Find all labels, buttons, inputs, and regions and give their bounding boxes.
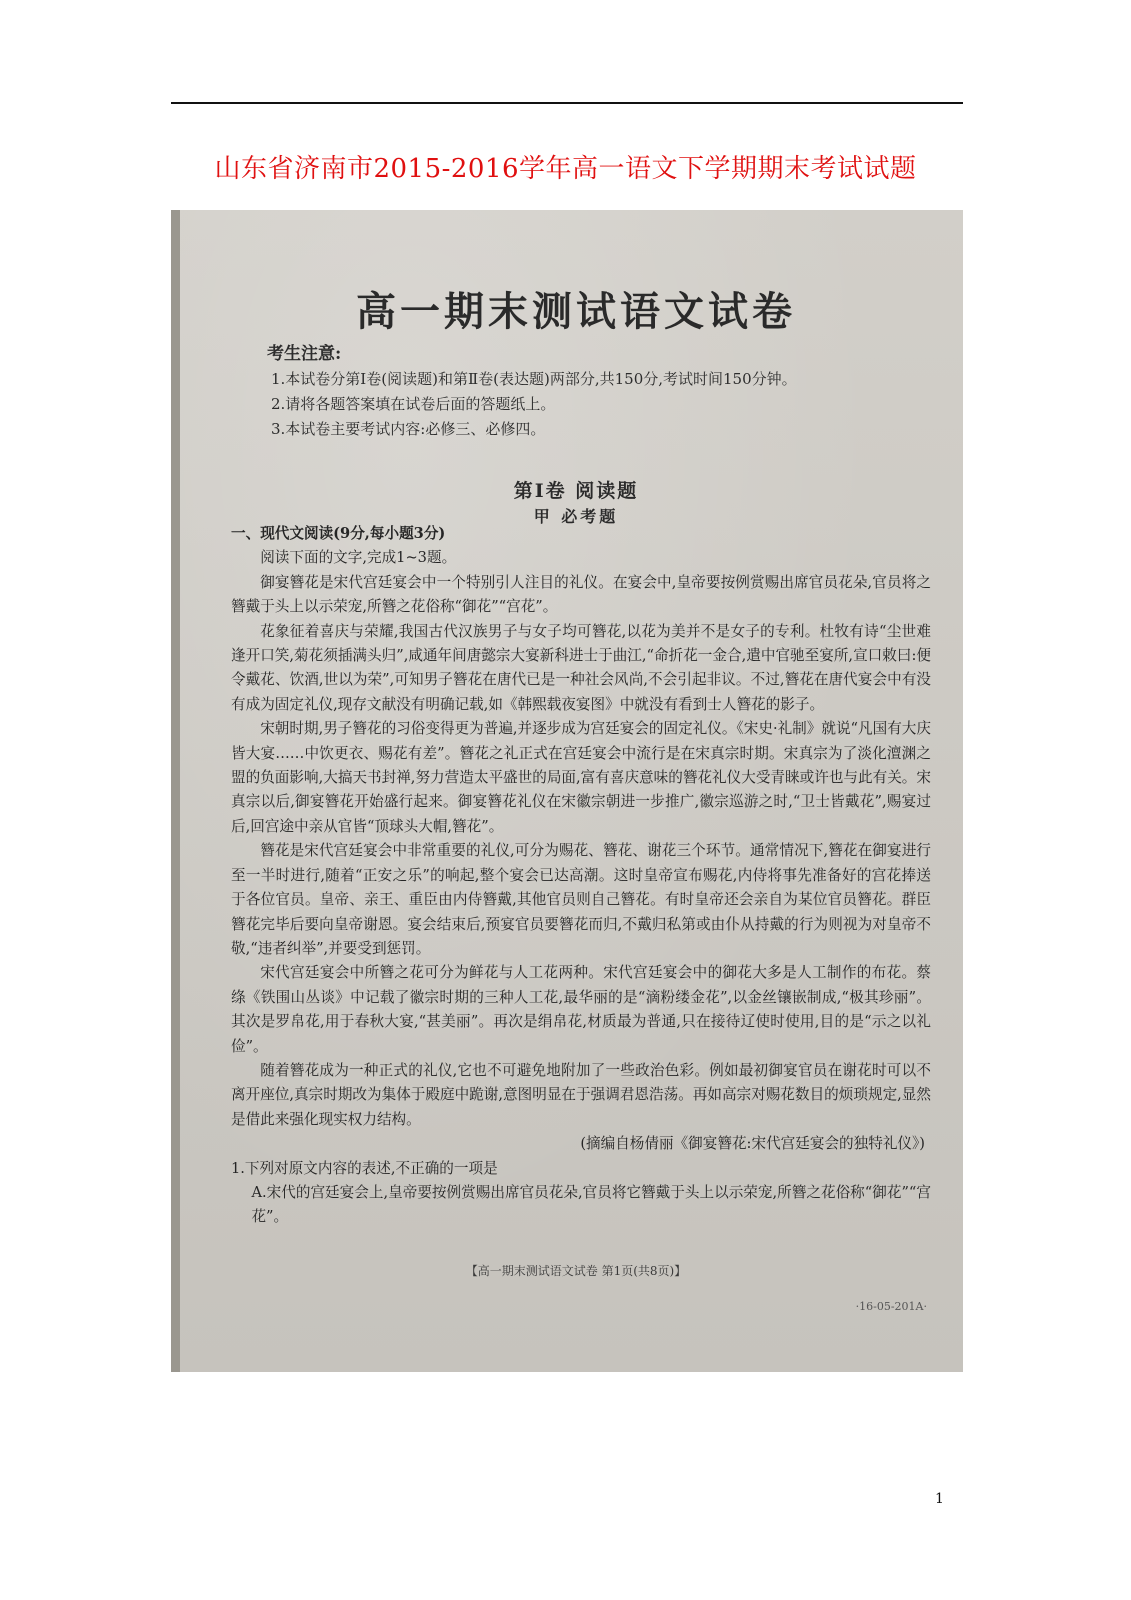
source-citation: (摘编自杨倩丽《御宴簪花:宋代宫廷宴会的独特礼仪》) bbox=[580, 1135, 925, 1153]
notice-heading: 考生注意: bbox=[267, 344, 342, 364]
passage-paragraph: 御宴簪花是宋代宫廷宴会中一个特别引人注目的礼仪。在宴会中,皇帝要按例赏赐出席官员花朵,官员将之簪戴于头上以示荣宠,所簪之花俗称“御花”“宫花”。 bbox=[231, 573, 931, 616]
reading-passage bbox=[231, 522, 931, 1230]
top-rule bbox=[171, 102, 963, 104]
document-title: 山东省济南市2015-2016学年高一语文下学期期末考试试题 bbox=[214, 154, 917, 184]
passage-paragraph: 随着簪花成为一种正式的礼仪,它也不可避免地附加了一些政治色彩。例如最初御宴官员在谢花时可以不离开座位,真宗时期改为集体于殿庭中跪谢,意图明显在于强调君恩浩荡。再如高宗对赐花数目的烦琐规定,显然是借此来强化现实权力结构。 bbox=[231, 1061, 931, 1128]
option-a: A.宋代的宫廷宴会上,皇帝要按例赏赐出席官员花朵,官员将它簪戴于头上以示荣宠,所簪之花俗称“御花”“宫花”。 bbox=[251, 1183, 931, 1226]
exam-footer: 【高一期末测试语文试卷 第1页(共8页)】 bbox=[465, 1264, 687, 1278]
notice-item: 3.本试卷主要考试内容:必修三、必修四。 bbox=[271, 420, 546, 438]
part-heading: 第Ⅰ卷 阅读题 bbox=[513, 480, 639, 502]
photo-shadow-edge bbox=[171, 210, 180, 1372]
notice-item: 1.本试卷分第Ⅰ卷(阅读题)和第Ⅱ卷(表达题)两部分,共150分,考试时间150分钟。 bbox=[271, 370, 797, 388]
notice-item: 2.请将各题答案填在试卷后面的答题纸上。 bbox=[271, 395, 556, 413]
exam-title: 高一期末测试语文试卷 bbox=[356, 289, 796, 335]
exam-paper bbox=[189, 210, 963, 1372]
passage-paragraph: 宋朝时期,男子簪花的习俗变得更为普遍,并逐步成为宫廷宴会的固定礼仪。《宋史·礼制》就说“凡国有大庆皆大宴……中饮更衣、赐花有差”。簪花之礼正式在宫廷宴会中流行是在宋真宗时期。宋真宗为了淡化澶渊之盟的负面影响,大搞天书封禅,努力营造太平盛世的局面,富有喜庆意味的簪花礼仪大受青睐或许也与此有关。宋真宗以后,御宴簪花开始盛行起来。御宴簪花礼仪在宋徽宗朝进一步推广,徽宗巡游之时,“卫士皆戴花”,赐宴过后,回宫途中亲从官皆“顶球头大帽,簪花”。 bbox=[231, 720, 931, 835]
section-heading: 一、现代文阅读(9分,每小题3分) bbox=[231, 525, 446, 542]
part-subheading: 甲 必考题 bbox=[533, 507, 619, 526]
passage-paragraph: 花象征着喜庆与荣耀,我国古代汉族男子与女子均可簪花,以花为美并不是女子的专利。杜牧有诗“尘世难逢开口笑,菊花须插满头归”,咸通年间唐懿宗大宴新科进士于曲江,“命折花一金合,遣中官驰至宴所,宣口敕曰:便令戴花、饮酒,世以为荣”,可知男子簪花在唐代已是一种社会风尚,不会引起非议。不过,簪花在唐代宴会中有没有成为固定礼仪,现存文献没有明确记载,如《韩熙载夜宴图》中就没有看到士人簪花的影子。 bbox=[231, 622, 931, 713]
scanned-exam-photo bbox=[171, 210, 963, 1372]
passage-paragraph: 簪花是宋代宫廷宴会中非常重要的礼仪,可分为赐花、簪花、谢花三个环节。通常情况下,簪花在御宴进行至一半时进行,随着“正安之乐”的响起,整个宴会已达高潮。这时皇帝宣布赐花,内侍将事先准备好的宫花捧送于各位官员。皇帝、亲王、重臣由内侍簪戴,其他官员则自己簪花。有时皇帝还会亲自为某位官员簪花。群臣簪花完毕后要向皇帝谢恩。宴会结束后,预宴官员要簪花而归,不戴归私第或由仆从持戴的行为则视为对皇帝不敬,“违者纠举”,并要受到惩罚。 bbox=[231, 842, 931, 957]
page-number: 1 bbox=[935, 1491, 944, 1507]
notice-block bbox=[267, 342, 927, 442]
passage-paragraph: 宋代宫廷宴会中所簪之花可分为鲜花与人工花两种。宋代宫廷宴会中的御花大多是人工制作的布花。蔡绦《铁围山丛谈》中记载了徽宗时期的三种人工花,最华丽的是“滴粉缕金花”,以金丝镶嵌制成,“极其珍丽”。其次是罗帛花,用于春秋大宴,“甚美丽”。再次是绢帛花,材质最为普通,只在接待辽使时使用,目的是“示之以礼俭”。 bbox=[231, 964, 931, 1055]
question-stem: 1.下列对原文内容的表述,不正确的一项是 bbox=[231, 1159, 498, 1177]
instruction: 阅读下面的文字,完成1~3题。 bbox=[260, 549, 457, 567]
exam-code: ·16-05-201A· bbox=[855, 1300, 927, 1313]
